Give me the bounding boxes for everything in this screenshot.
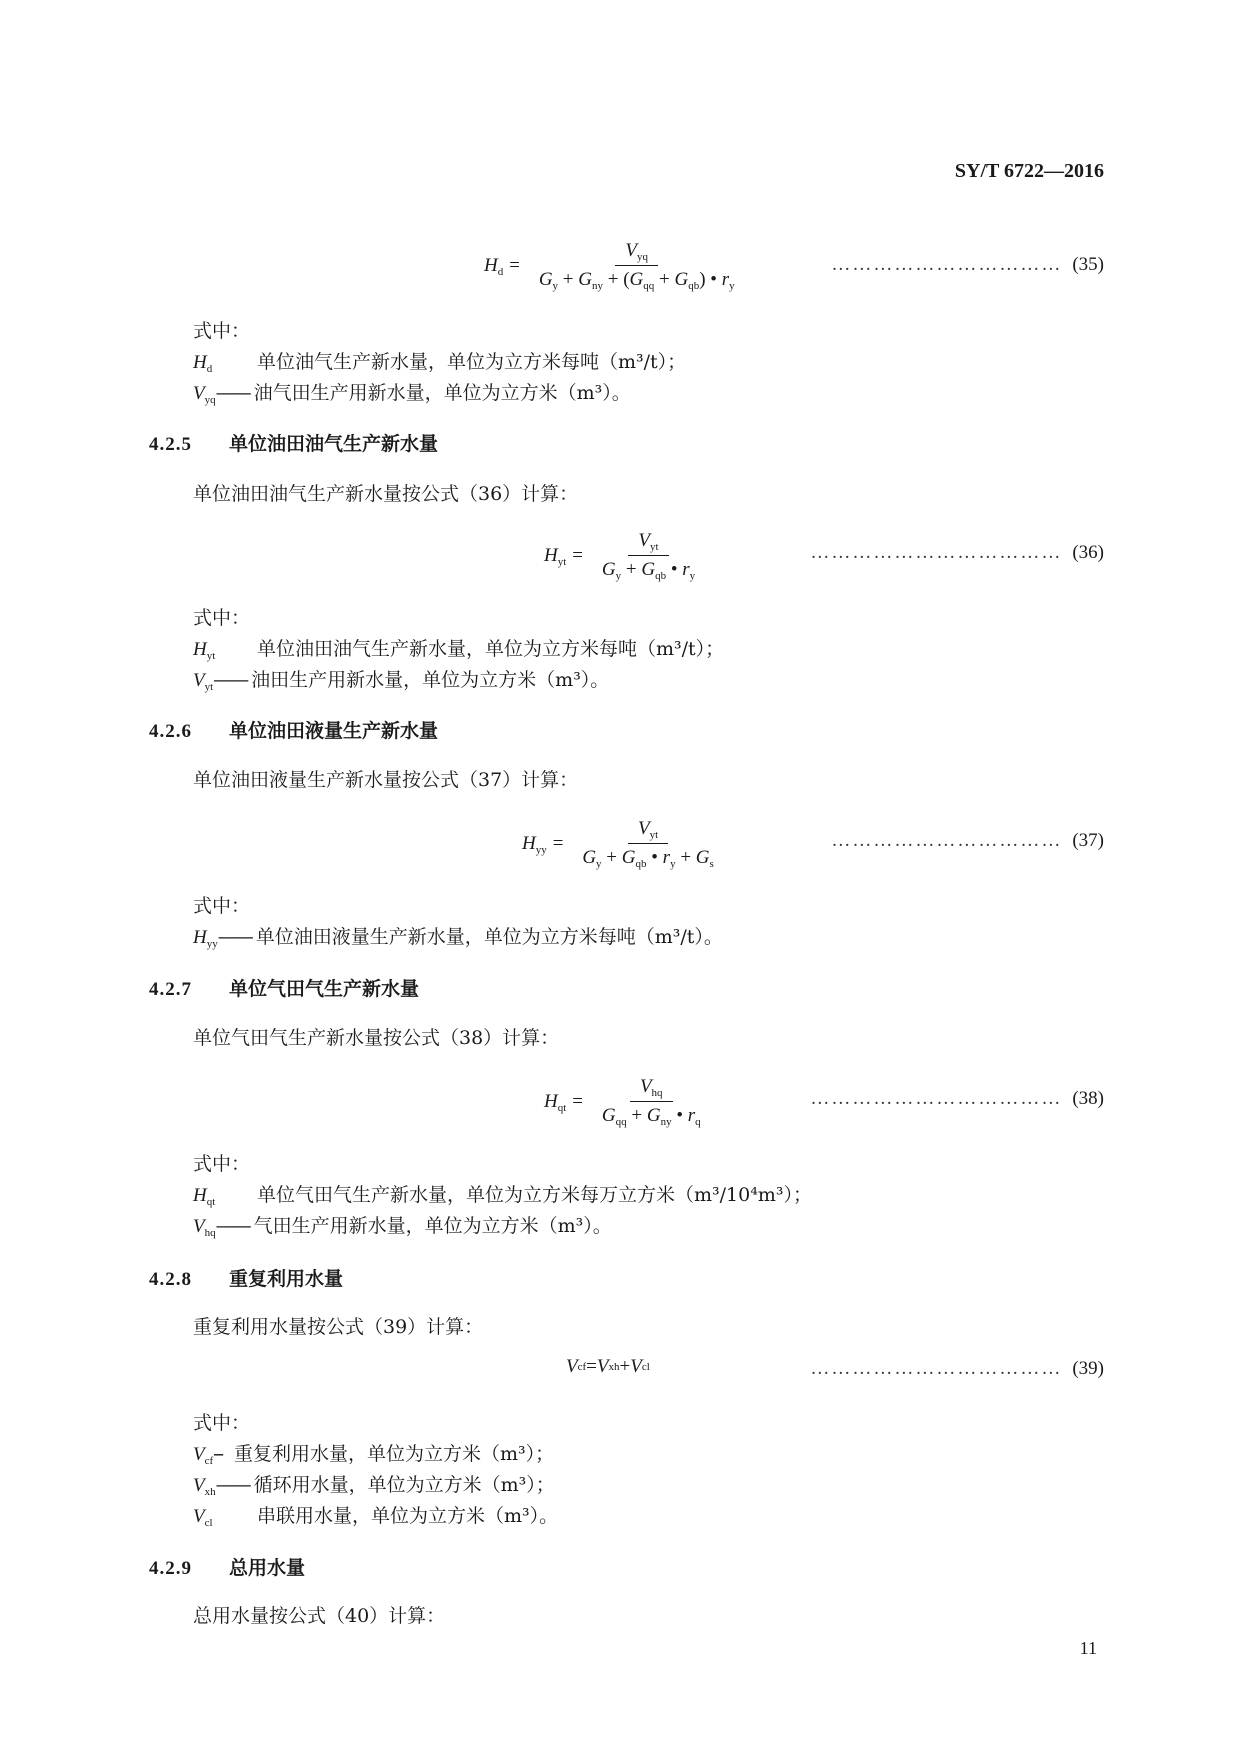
where-item-hyt: $H_{yt}$ 单位油田油气生产新水量，单位为立方米每吨（m³/t）；	[193, 638, 725, 662]
section-intro-4-2-9: 总用水量按公式（40）计算：	[193, 1605, 446, 1627]
section-heading-4-2-8: 4.2.8 重复利用水量	[149, 1268, 344, 1290]
formula-35-fraction	[533, 240, 741, 292]
formula-35	[484, 240, 741, 292]
where-label-35: 式中：	[193, 320, 251, 342]
section-intro-4-2-8: 重复利用水量按公式（39）计算：	[193, 1316, 484, 1338]
formula-35-lhs: $H_d$ =	[484, 254, 521, 278]
section-heading-4-2-9: 4.2.9 总用水量	[149, 1557, 306, 1579]
section-intro-4-2-5: 单位油田油气生产新水量按公式（36）计算：	[193, 483, 579, 505]
where-item-hyy: $H_{yy}——$ 单位油田液量生产新水量，单位为立方米每吨（m³/t）。	[193, 926, 723, 950]
formula-35-denominator: $G_y + G_{ny} + (G_{qq} + G_{qb})$ • $r_y$	[538, 269, 735, 292]
section-heading-4-2-6: 4.2.6 单位油田液量生产新水量	[149, 720, 439, 742]
where-item-hd: $H_d$ 单位油气生产新水量，单位为立方米每吨（m³/t）；	[193, 351, 687, 375]
where-item-vcf: $V_{cf}--$ 重复利用水量，单位为立方米（m³）；	[193, 1443, 555, 1467]
formula-39-number: ……………………………… (39)	[810, 1358, 1104, 1379]
where-item-vhq: $V_{hq}——$ 气田生产用新水量，单位为立方米（m³）。	[193, 1215, 612, 1239]
formula-38-number: ……………………………… (38)	[810, 1088, 1104, 1109]
formula-37-number: …………………………… (37)	[831, 830, 1104, 851]
section-intro-4-2-7: 单位气田气生产新水量按公式（38）计算：	[193, 1027, 560, 1049]
where-item-vyt: $V_{yt}——$ 油田生产用新水量，单位为立方米（m³）。	[193, 669, 610, 693]
formula-36-number: ……………………………… (36)	[810, 542, 1104, 563]
where-item-vxh: $V_{xh}——$ 循环用水量，单位为立方米（m³）；	[193, 1474, 555, 1498]
page-number: 11	[1079, 1638, 1097, 1658]
section-heading-4-2-5: 4.2.5 单位油田油气生产新水量	[149, 433, 439, 455]
where-label-36: 式中：	[193, 607, 251, 629]
where-item-hqt: $H_{qt}$ 单位气田气生产新水量，单位为立方米每万立方米（m³/10⁴m³）；	[193, 1184, 812, 1208]
where-item-vyq: $V_{yq}——$ 油气田生产用新水量，单位为立方米（m³）。	[193, 382, 631, 406]
section-heading-4-2-7: 4.2.7 单位气田气生产新水量	[149, 978, 420, 1000]
where-label-37: 式中：	[193, 895, 251, 917]
where-label-38: 式中：	[193, 1153, 251, 1175]
where-item-vcl: $V_{cl}$ 串联用水量，单位为立方米（m³）。	[193, 1505, 559, 1529]
formula-37: $H_{yy}$ = $\frac{V_{yt}}{G_y + G_{qb} • r_y + G_s}$	[522, 818, 714, 870]
formula-35-numerator: $V_{yq}$	[615, 240, 658, 266]
formula-38: $H_{qt}$ = $\frac{V_{hq}}{G_{qq} + G_{ny} • r_q}$	[544, 1076, 701, 1128]
formula-36: $H_{yt}$ = $\frac{V_{yt}}{G_y + G_{qb} • r_y}$	[544, 530, 696, 582]
where-label-39: 式中：	[193, 1412, 251, 1434]
standard-code: SY/T 6722—2016	[954, 160, 1104, 182]
formula-35-number: …………………………… (35)	[831, 254, 1104, 275]
section-intro-4-2-6: 单位油田液量生产新水量按公式（37）计算：	[193, 769, 579, 791]
formula-39: V cf = V xh + V cl	[566, 1356, 650, 1377]
